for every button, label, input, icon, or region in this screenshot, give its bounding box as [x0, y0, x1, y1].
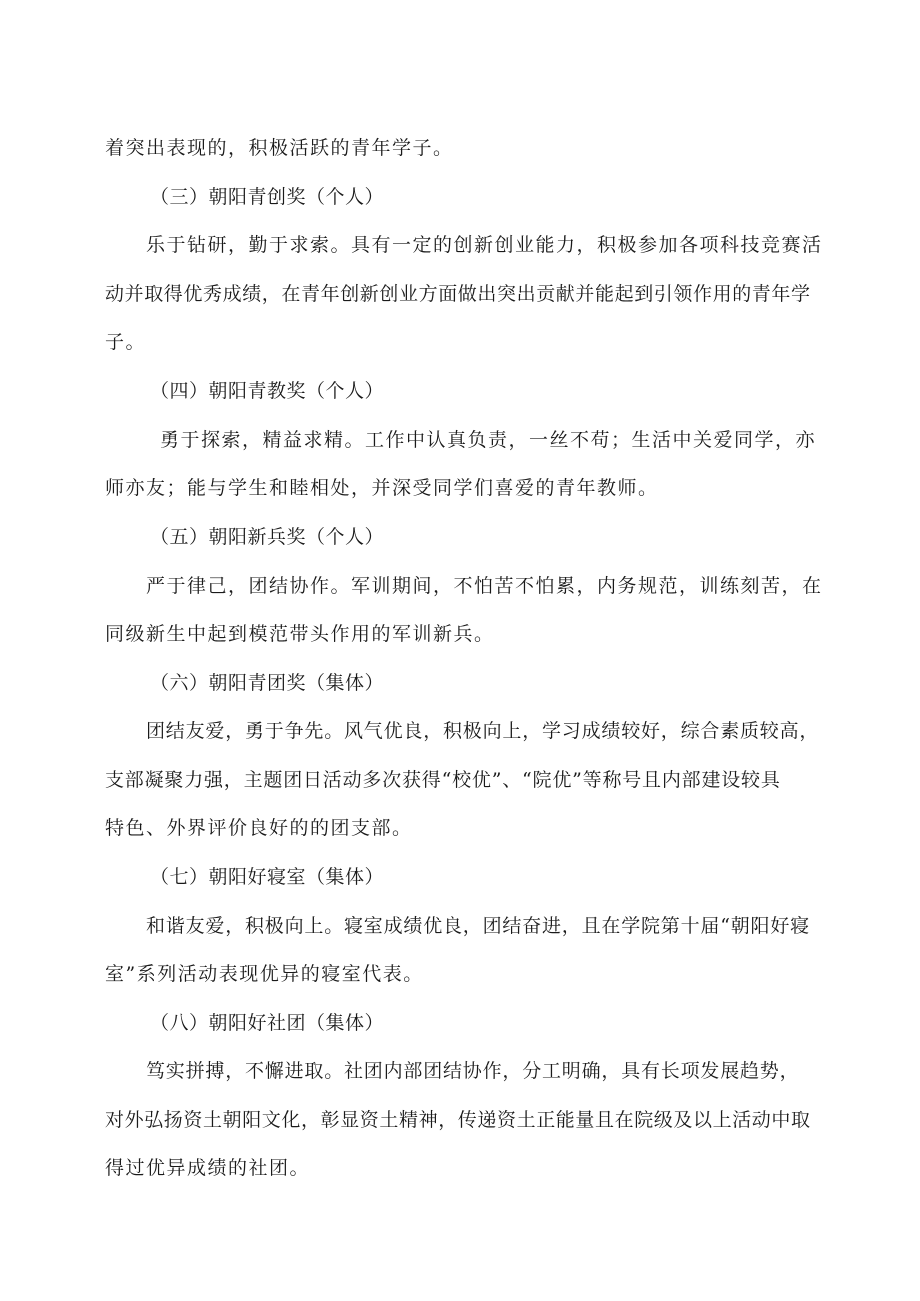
paragraph-line: 师亦友；能与学生和睦相处，并深受同学们喜爱的青年教师。 — [105, 477, 659, 499]
paragraph-line: 团结友爱，勇于争先。风气优良，积极向上，学习成绩较好，综合素质较高， — [146, 720, 820, 742]
paragraph-line: 得过优异成绩的社团。 — [105, 1157, 311, 1179]
paragraph-line: 特色、外界评价良好的的团支部。 — [105, 817, 413, 839]
paragraph-line: 严于律己，团结协作。军训期间，不怕苦不怕累，内务规范，训练刻苦，在 — [146, 575, 823, 597]
paragraph-line: 支部凝聚力强，主题团日活动多次获得“校优”、“院优”等称号且内部建设较具 — [105, 769, 781, 791]
paragraph-line: 同级新生中起到模范带头作用的军训新兵。 — [105, 623, 495, 645]
paragraph-line: 勇于探索，精益求精。工作中认真负责，一丝不苟；生活中关爱同学，亦 — [160, 429, 817, 451]
paragraph-line: 子。 — [105, 331, 147, 353]
paragraph-line: 对外弘扬资土朝阳文化，彰显资土精神，传递资土正能量且在院级及以上活动中取 — [105, 1109, 811, 1131]
section-heading-3: （三）朝阳青创奖（个人） — [150, 186, 385, 208]
paragraph-line: 室”系列活动表现优异的寝室代表。 — [105, 963, 424, 985]
paragraph-line: 动并取得优秀成绩，在青年创新创业方面做出突出贡献并能起到引领作用的青年学 — [105, 283, 811, 305]
section-heading-7: （七）朝阳好寝室（集体） — [150, 866, 385, 888]
paragraph-line: 笃实拼搏，不懈进取。社团内部团结协作，分工明确，具有长项发展趋势， — [146, 1060, 800, 1082]
section-heading-6: （六）朝阳青团奖（集体） — [150, 672, 385, 694]
section-heading-5: （五）朝阳新兵奖（个人） — [150, 526, 385, 548]
paragraph-line: 乐于钻研，勤于求索。具有一定的创新创业能力，积极参加各项科技竞赛活 — [146, 234, 823, 256]
section-heading-4: （四）朝阳青教奖（个人） — [150, 380, 385, 402]
intro-line: 着突出表现的，积极活跃的青年学子。 — [105, 137, 454, 159]
paragraph-line: 和谐友爱，积极向上。寝室成绩优良，团结奋进，且在学院第十届“朝阳好寝 — [146, 915, 810, 937]
section-heading-8: （八）朝阳好社团（集体） — [150, 1012, 385, 1034]
